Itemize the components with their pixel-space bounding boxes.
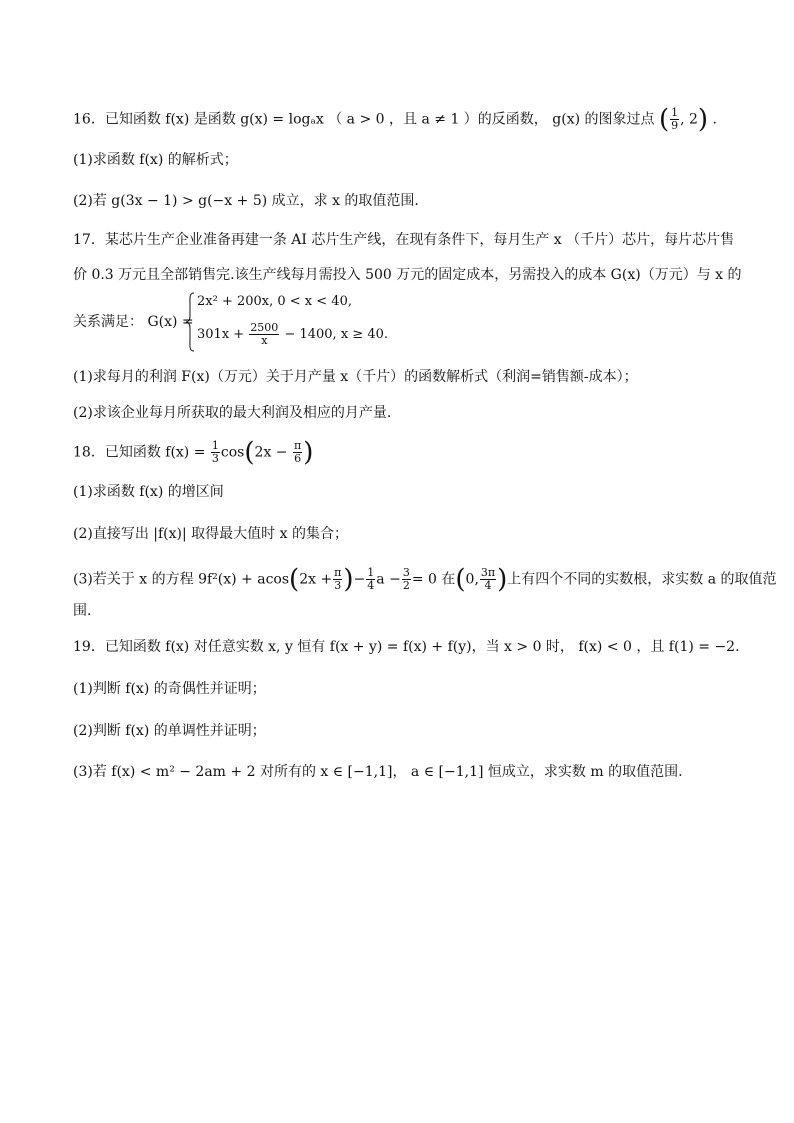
q18-coef-fraction [211, 440, 220, 465]
q16-part2: (2)若 g(3x − 1) > g(−x + 5) 成立，求 x 的取值范围. [73, 193, 419, 209]
q18-p3-int-den: 4 [484, 579, 492, 592]
q18-part1: (1)求函数 f(x) 的增区间 [73, 484, 224, 500]
q18-p3-f1-num: 1 [367, 566, 375, 579]
q18-coef-num: 1 [211, 439, 219, 452]
q18-p3-f2-den: 2 [402, 579, 410, 592]
q18-p3-arg: 2x + [299, 571, 333, 588]
q17-line2: 价 0.3 万元且全部销售完.该生产线每月需投入 500 万元的固定成本，另需投入的成本 G(x)（万元）与 x 的 [73, 267, 742, 283]
q18-p3-int-num: 3π [480, 566, 496, 579]
q16-fx: f(x) [165, 111, 190, 128]
q18-p3-int-rparen: ) [497, 564, 508, 595]
q16-point-num: 1 [671, 106, 679, 119]
q17-case1: 2x² + 200x, 0 < x < 40, [197, 294, 352, 309]
q18-p3-f2-num: 3 [402, 566, 410, 579]
q17-case2-num: 2500 [250, 321, 279, 334]
q19-part2: (2)判断 f(x) 的单调性并证明； [73, 723, 266, 739]
q17-case2-b: − 1400, x ≥ 40. [284, 327, 388, 342]
q16-point-rparen: ) [697, 104, 709, 135]
q18-p3-f1 [366, 567, 375, 592]
q18-rparen: ) [303, 437, 314, 468]
q18-coef-den: 3 [211, 452, 219, 465]
q17-case2-den: x [261, 334, 268, 347]
q17-part2: (2)求该企业每月所获取的最大利润及相应的月产量. [73, 405, 392, 421]
q18-arg-fraction [293, 440, 302, 465]
q16-point-den: 9 [671, 119, 679, 132]
q18-p3-int-fraction [480, 567, 496, 592]
q17-case2-a: 301x + [197, 327, 245, 342]
q17-relation-label: 关系满足： [73, 314, 143, 330]
q17-line3 [73, 312, 723, 332]
q18-p3-rparen: ) [343, 564, 354, 595]
q18-part3 [73, 564, 777, 595]
q17-piecewise [185, 292, 388, 352]
q18-p3-e: 上有四个不同的实数根，求实数 a 的取值范 [507, 571, 777, 588]
q18-arg-a: 2x − [254, 444, 288, 461]
q18-lparen: ( [244, 437, 255, 468]
q17-gx: G(x) = [147, 314, 194, 330]
q18-arg-den: 6 [294, 452, 302, 465]
brace-icon [185, 292, 195, 352]
q18-p3-arg-fraction [333, 567, 342, 592]
q16-part1: (1)求函数 f(x) 的解析式； [73, 152, 238, 168]
q17-case2 [197, 322, 388, 347]
q16-point-lparen: ( [658, 104, 670, 135]
q18-part3-wrap: 围. [73, 603, 92, 619]
q17-part1: (1)求每月的利润 F(x)（万元）关于月产量 x（千片）的函数解析式（利润=销售额-成本）； [73, 369, 638, 385]
q18-p3-f1-den: 4 [367, 579, 375, 592]
q16-stem [73, 104, 723, 135]
q18-p3-int-a: 0, [465, 571, 479, 588]
q18-stem [73, 437, 723, 468]
q16-condition: （ a > 0 ，且 a ≠ 1 ）的反函数， [328, 111, 548, 128]
q18-p3-f2 [402, 567, 411, 592]
q18-p3-a: (3)若关于 x 的方程 9f²(x) + acos [73, 571, 290, 588]
q18-p3-int-lparen: ( [455, 564, 466, 595]
q18-p3-b: − [353, 571, 366, 588]
q19-stem: 19．已知函数 f(x) 对任意实数 x, y 恒有 f(x + y) = f(x) + f(y)，当 x > 0 时， f(x) < 0 ，且 f(1) = −2. [73, 639, 740, 655]
q18-p3-arg-den: 3 [334, 579, 342, 592]
q19-part3: (3)若 f(x) < m² − 2am + 2 对所有的 x ∈ [−1,1]， a ∈ [−1,1] 恒成立，求实数 m 的取值范围. [73, 764, 683, 780]
q18-p3-c: a − [376, 571, 401, 588]
q16-text-c: 的图象过点 [584, 111, 655, 128]
q16-gx: g(x) [552, 111, 581, 128]
q18-part2: (2)直接写出 |f(x)| 取得最大值时 x 的集合； [73, 526, 348, 542]
q16-gx-definition: g(x) = logₐx [240, 111, 324, 128]
q18-p3-d: = 0 在 [411, 571, 456, 588]
q18-p3-arg-num: π [334, 566, 342, 579]
q17-line1: 17．某芯片生产企业准备再建一条 AI 芯片生产线，在现有条件下，每月生产 x （千片）芯片，每片芯片售 [73, 232, 735, 248]
q16-point-fraction [670, 107, 679, 132]
q16-point-tail: , 2 [680, 111, 698, 128]
q18-text-a: 18．已知函数 f(x) = [73, 444, 206, 461]
q17-case2-fraction [249, 322, 279, 347]
q19-part1: (1)判断 f(x) 的奇偶性并证明； [73, 681, 266, 697]
q18-cos: cos [220, 444, 245, 461]
q16-text-b: 是函数 [193, 111, 236, 128]
q16-text-a: 16．已知函数 [73, 111, 161, 128]
q18-arg-num: π [293, 439, 302, 452]
q16-end: . [712, 111, 717, 128]
q18-p3-lparen: ( [289, 564, 300, 595]
